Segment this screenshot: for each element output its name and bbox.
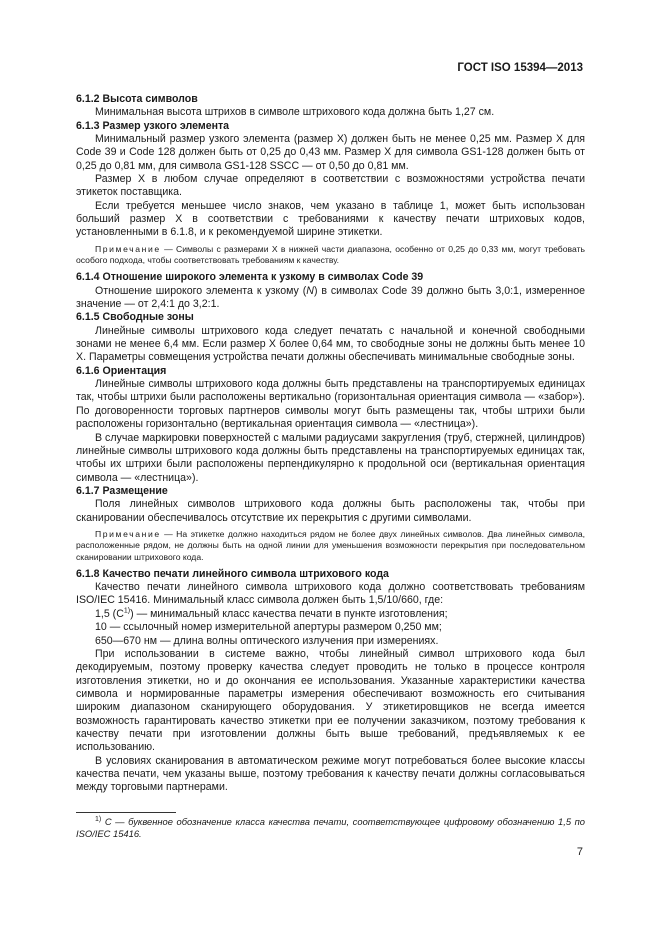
section-title-6-1-6: 6.1.6 Ориентация — [76, 364, 167, 377]
section-title-6-1-7: 6.1.7 Размещение — [76, 484, 168, 497]
section-title-6-1-3: 6.1.3 Размер узкого элемента — [76, 119, 230, 132]
italic-n: N — [306, 284, 314, 297]
text-run: 1,5 (C — [95, 607, 124, 620]
paragraph: Минимальный размер узкого элемента (размер X) должен быть не менее 0,25 мм. Размер X для Code 39 и Code 128 должен быть от 0,25 до 0,43 мм. Размер X для символа GS1-128 должен быть от 0,25 до 0,81 мм, для символа GS1-128 SSCC — от 0,50 до 0,81 мм. — [76, 133, 585, 172]
paragraph: В условиях сканирования в автоматическом режиме могут потребоваться более высокие классы качества печати, чем указаны выше, поэтому требования к качеству печати должны согласовываться между торговыми партнерами. — [76, 754, 585, 794]
paragraph: Минимальная высота штрихов в символе штрихового кода должна быть 1,27 см. — [95, 106, 495, 119]
paragraph: При использовании в системе важно, чтобы линейный символ штрихового кода был декодируемым, поэтому проверку качества следует проводить не только в процессе контроля изготовления этикетки, но и до окончания ее использования. Указанные характеристики качества символа и нормированные параметры измерения обеспечивают возможность его считывания широким диапазоном сканирующего оборудования. У этикетировщиков не всегда имеется возможность гарантировать качество этикетки при ее получении заказчиком, поэтому требования к качеству печати при изготовлении должны быть выше требований, предъявляемых к ее использованию. — [76, 647, 585, 754]
note — [76, 244, 585, 267]
text-run: ) — минимальный класс качества печати в пункте изготовления; — [130, 607, 448, 620]
note-label: Примечание — [95, 528, 161, 539]
list-item — [76, 608, 585, 621]
standard-header: ГОСТ ISO 15394—2013 — [457, 62, 583, 74]
paragraph: Поля линейных символов штрихового кода должны быть расположены так, чтобы при сканировании обеспечивалось отсутствие их перекрытия с другими символами. — [76, 498, 585, 524]
paragraph — [76, 285, 585, 312]
note-text: — На этикетке должно находиться рядом не более двух линейных символов. Два линейных символа, расположенные рядом, не должны быть на одной линии для уменьшения возможности перекрытия при последовательном сканировании штрихового кода. — [76, 528, 585, 562]
section-title-6-1-4: 6.1.4 Отношение широкого элемента к узкому в символах Code 39 — [76, 271, 424, 284]
footnote — [76, 816, 585, 840]
list-item: 10 — ссылочный номер измерительной апертуры размером 0,250 мм; — [95, 621, 442, 634]
section-title-6-1-5: 6.1.5 Свободные зоны — [76, 311, 194, 324]
page-number: 7 — [576, 846, 583, 858]
paragraph: Если требуется меньшее число знаков, чем указано в таблице 1, может быть использован больший размер X в соответствии с требованиями к качеству печати штриховых кодов, установленными в 6.1.8, и к рекомендуемой ширине этикетки. — [76, 199, 585, 239]
footnote-ref: 1) — [123, 607, 131, 615]
section-title-6-1-2: 6.1.2 Высота символов — [76, 93, 198, 105]
note-text: — Символы с размерами X в нижней части диапазона, особенно от 0,25 до 0,33 мм, могут требовать особого подхода, чтобы соответствовать требованиям к качеству. — [76, 243, 585, 266]
note-label: Примечание — [95, 243, 161, 254]
paragraph: Размер X в любом случае определяют в соответствии с возможностями устройства печати этикеток поставщика. — [76, 173, 585, 199]
paragraph: Линейные символы штрихового кода следует печатать с начальной и конечной свободными зонами не менее 6,4 мм. Если размер X более 0,64 мм, то свободные зоны не должны быть менее 10 X. Параметры совмещения устройства печати должны обеспечивать минимальные свободные зоны. — [76, 324, 585, 364]
footnote-divider — [76, 812, 176, 813]
text-run: ) в символах Code 39 должно быть 3,0:1, измеренное значение — от 2,4:1 до 3,2:1. — [76, 284, 585, 311]
paragraph: В случае маркировки поверхностей с малыми радиусами закругления (труб, стержней, цилиндров) линейные символы штрихового кода должны быть представлены на транспортируемых единицах так, чтобы их штрихи были расположены перпендикулярно к продольной оси (вертикальная ориентация символа — «лестница»). — [76, 431, 585, 484]
footnote-text: C — буквенное обозначение класса качества печати, соответствующее цифровому обозначению 1,5 по ISO/IEC 15416. — [76, 816, 585, 840]
paragraph: Качество печати линейного символа штрихового кода должно соответствовать требованиям ISO/IEC 15416. Минимальный класс символа должен быть 1,5/10/660, где: — [76, 581, 585, 607]
list-item: 650—670 нм — длина волны оптического излучения при измерениях. — [95, 634, 439, 647]
note — [76, 529, 585, 563]
paragraph: Линейные символы штрихового кода должны быть представлены на транспортируемых единицах так, чтобы штрихи были расположены вертикально (горизонтальная ориентация символа — «забор»). По договоренности торговых партнеров символы могут быть размещены так, чтобы штрихи были расположены горизонтально (вертикальная ориентация символа — «лестница»). — [76, 378, 585, 431]
section-title-6-1-8: 6.1.8 Качество печати линейного символа штрихового кода — [76, 567, 389, 580]
page-content — [76, 93, 585, 795]
footnote-marker: 1) — [95, 815, 102, 823]
text-run: Отношение широкого элемента к узкому ( — [95, 284, 307, 297]
